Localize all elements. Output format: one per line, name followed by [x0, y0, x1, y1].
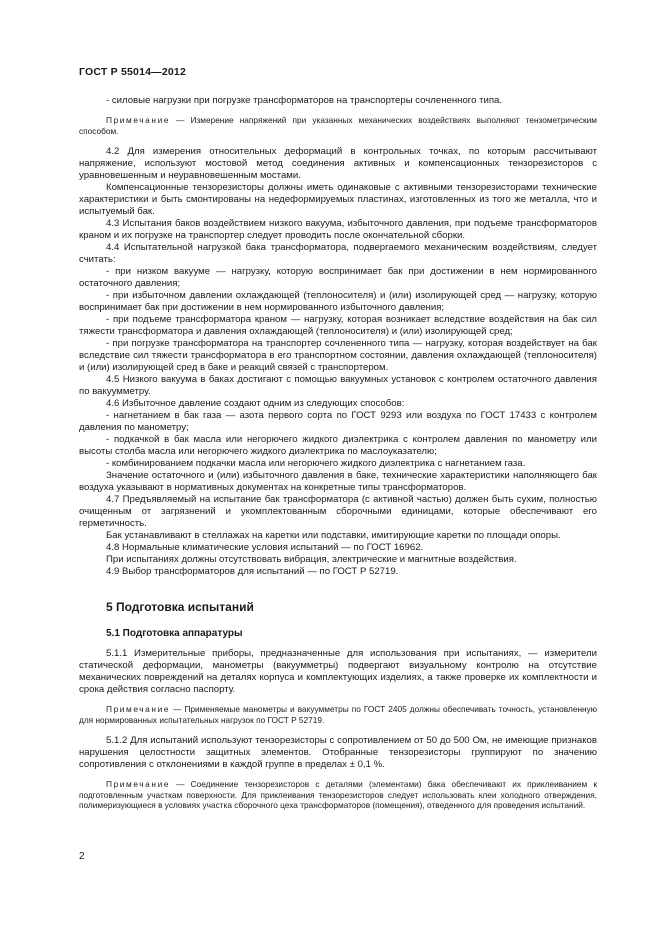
paragraph-4-4: 4.4 Испытательной нагрузкой бака трансформатора, подвергаемого механическим воздействиям, следует считать: [79, 242, 597, 265]
paragraph-4-7: 4.7 Предъявляемый на испытание бак трансформатора (с активной частью) должен быть сухим, полностью очищенным от загрязнений и укомплектованным сборочными единицами, которые обеспечивают его герметичность. [79, 494, 597, 529]
paragraph-5-1-1: 5.1.1 Измерительные приборы, предназначенные для использования при испытаниях, — измерители статической деформации, манометры (вакуумметры) подвергают визуальному контролю на отсутствие механических повреждений на деталях корпуса и комплектующих изделиях, а также проверке их комплектности и срока действия согласно паспорту. [79, 648, 597, 695]
list-item: - при подъеме трансформатора краном — нагрузку, которая возникает вследствие воздействия на бак сил тяжести трансформатора и давления охлаждающей (теплоносителя) и (или) изолирующей сред; [79, 314, 597, 337]
paragraph-5-1-2: 5.1.2 Для испытаний используют тензорезисторы с сопротивлением от 50 до 500 Ом, не имеющие признаков нарушения целостности защитных элементов. Отобранные тензорезисторы группируют по значению сопротивления с отклонениями в каждой группе в пределах ± 0,1 %. [79, 735, 597, 770]
note [79, 704, 597, 725]
list-item: - при низком вакууме — нагрузку, которую воспринимает бак при достижении в нем нормированного остаточного давления; [79, 266, 597, 289]
paragraph: Значение остаточного и (или) избыточного давления в баке, технические характеристики наполняющего бак воздуха указывают в нормативных документах на конкретные типы трансформаторов. [79, 470, 597, 493]
paragraph-4-2: 4.2 Для измерения относительных деформаций в контрольных точках, по которым рассчитывают напряжение, используют мостовой метод соединения активных и компенсационных тензорезисторов с уравновешенным и неуравновешенным мостами. [79, 146, 597, 181]
paragraph: При испытаниях должны отсутствовать вибрация, электрические и магнитные воздействия. [106, 554, 517, 565]
section-heading-5: 5 Подготовка испытаний [106, 600, 254, 614]
list-item: - комбинированием подкачки масла или негорючего жидкого диэлектрика с нагнетанием газа. [106, 458, 526, 469]
subsection-heading-5-1: 5.1 Подготовка аппаратуры [106, 628, 243, 639]
paragraph-4-6: 4.6 Избыточное давление создают одним из следующих способов: [106, 398, 405, 409]
note [79, 779, 597, 811]
document-body [79, 95, 597, 811]
note-label: Примечание [106, 779, 171, 789]
paragraph-4-5: 4.5 Низкого вакуума в баках достигают с помощью вакуумных установок с контролем остаточного давления по вакуумметру. [79, 374, 597, 397]
list-item: - при погрузке трансформатора на транспортер сочлененного типа — нагрузку, которая воздействует на бак вследствие сил тяжести трансформатора в его транспортном состоянии, давления охлаждающей (теплоносителя) и (или) изолирующей сред в баке и реакций связей с транспортером. [79, 338, 597, 373]
note-text: — Применяемые манометры и вакуумметры по ГОСТ 2405 должны обеспечивать точность, установленную для нормированных испытательных нагрузок по ГОСТ Р 52719. [79, 704, 597, 725]
note-text: — Соединение тензорезисторов с деталями (элементами) бака обеспечивают их приклеиванием к подготовленным участкам поверхности. Для приклеивания тензорезисторов следует использовать клеи холодного отверждения, полимеризующиеся в условиях участка сборочного цеха трансформаторов (помещения), отведенного для проведения испытаний. [79, 779, 597, 810]
paragraph: Бак устанавливают в стеллажах на каретки или подставки, имитирующие каретки по площади опоры. [106, 530, 561, 541]
page-number: 2 [79, 851, 85, 862]
list-item: - подкачкой в бак масла или негорючего жидкого диэлектрика с контролем давления по манометру или высоты столба масла или негорючего жидкого диэлектрика по маслоуказателю; [79, 434, 597, 457]
note-label: Примечание [106, 704, 171, 714]
list-item: - нагнетанием в бак газа — азота первого сорта по ГОСТ 9293 или воздуха по ГОСТ 17433 с контролем давления по манометру; [79, 410, 597, 433]
paragraph-4-8: 4.8 Нормальные климатические условия испытаний — по ГОСТ 16962. [106, 542, 424, 553]
note [79, 115, 597, 136]
note-text: — Измерение напряжений при указанных механических воздействиях выполняют тензометрическим способом. [79, 115, 597, 136]
paragraph-4-9: 4.9 Выбор трансформаторов для испытаний — по ГОСТ Р 52719. [106, 566, 399, 577]
list-item: - при избыточном давлении охлаждающей (теплоносителя) и (или) изолирующей сред — нагрузку, которую воспринимает бак при достижении в нем нормированного избыточного давления; [79, 290, 597, 313]
paragraph-4-3: 4.3 Испытания баков воздействием низкого вакуума, избыточного давления, при подъеме трансформаторов краном и их погрузке на транспортер следует проводить после окончательной сборки. [79, 218, 597, 241]
paragraph: - силовые нагрузки при погрузке трансформаторов на транспортеры сочлененного типа. [106, 95, 503, 106]
paragraph: Компенсационные тензорезисторы должны иметь одинаковые с активными тензорезисторами технические характеристики и быть смонтированы на недеформируемых пластинах, изготовленных из того же металла, что и испытуемый бак. [79, 182, 597, 217]
standard-header: ГОСТ Р 55014—2012 [79, 66, 187, 78]
note-label: Примечание [106, 115, 171, 125]
